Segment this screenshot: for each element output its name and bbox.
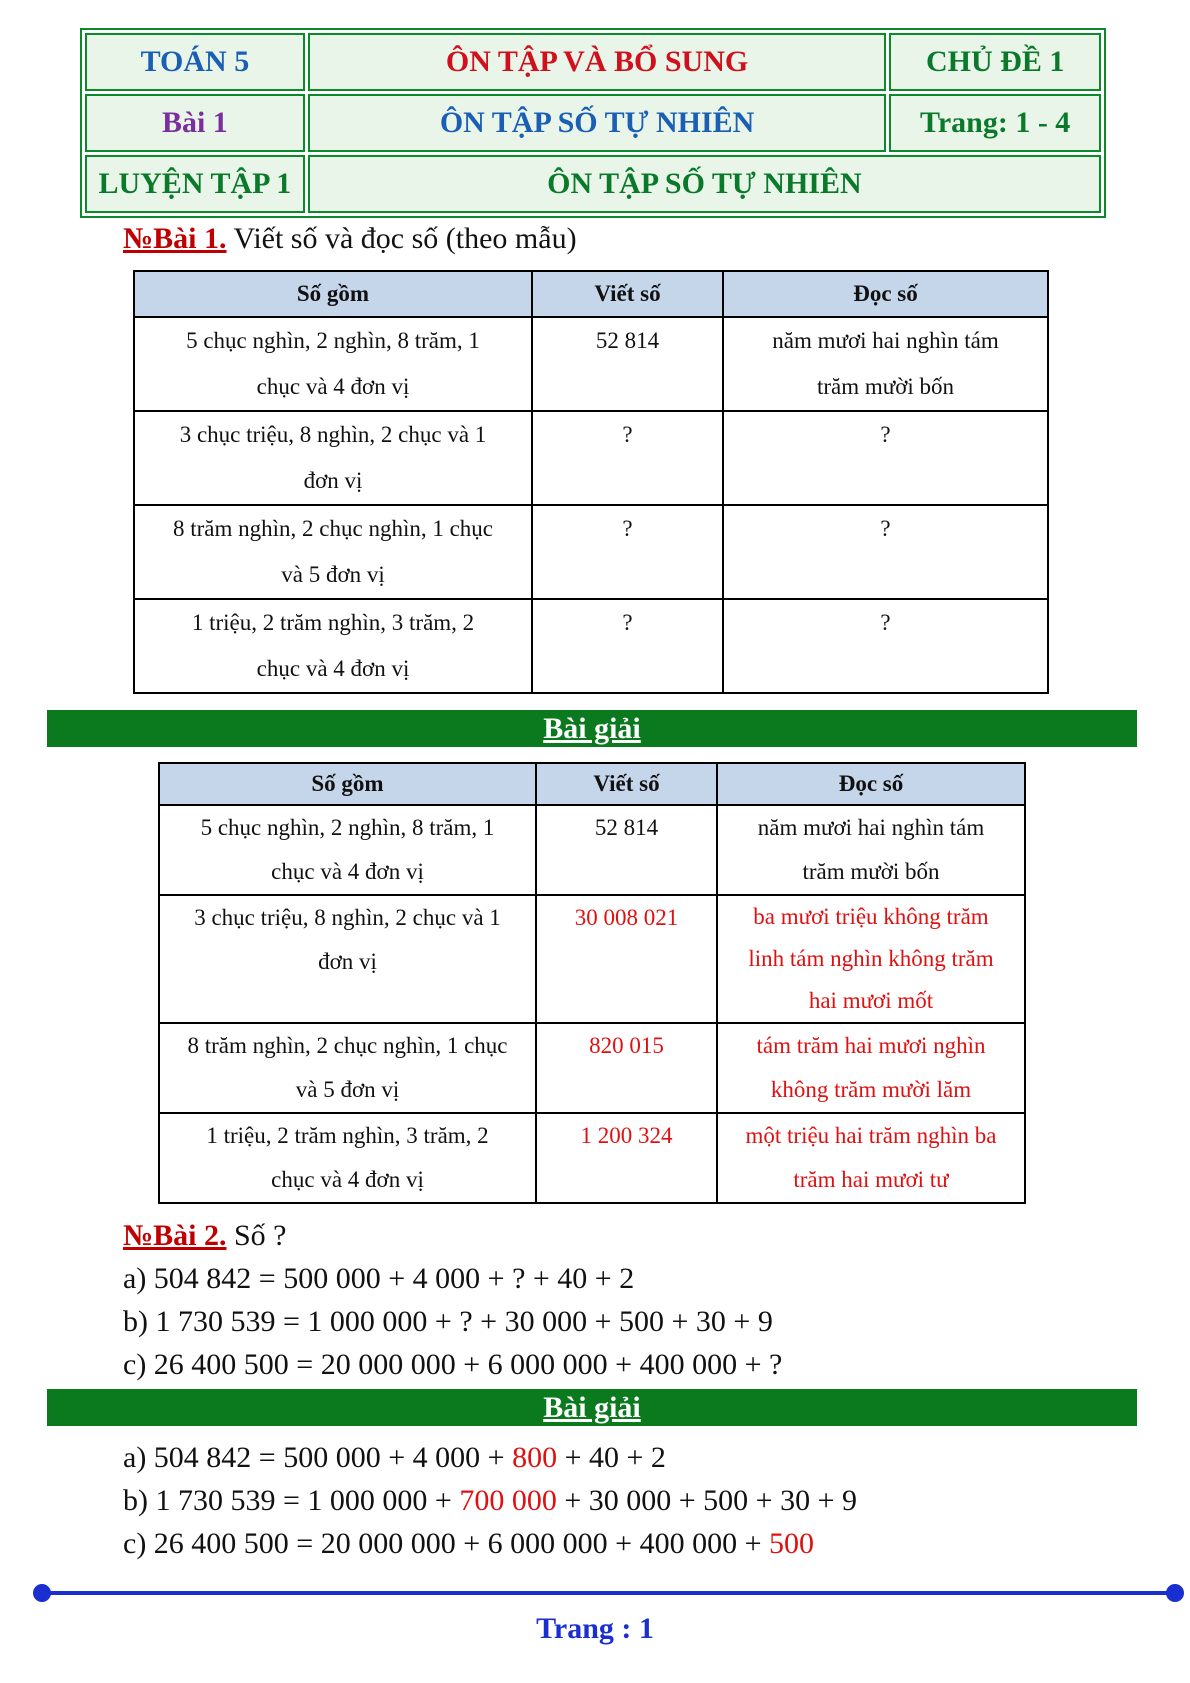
page-range-cell: Trang: 1 - 4 bbox=[889, 94, 1101, 152]
exercise-1-table bbox=[133, 270, 1049, 694]
divider-right-dot bbox=[1166, 1584, 1184, 1602]
answer-c: 500 bbox=[768, 1527, 814, 1560]
subject-cell: TOÁN 5 bbox=[85, 33, 305, 91]
exercise-2-text: Số ? bbox=[226, 1219, 287, 1252]
col-header-reading: Đọc số bbox=[717, 763, 1025, 805]
answer-b: 700 000 bbox=[459, 1484, 557, 1517]
exercise-2-title bbox=[123, 1219, 287, 1253]
exercise-2-line-a: a) 504 842 = 500 000 + 4 000 + ? + 40 + 2 bbox=[123, 1262, 635, 1295]
col-header-written: Viết số bbox=[536, 763, 717, 805]
table-row: 8 trăm nghìn, 2 chục nghìn, 1 chục và 5 đơn vị ? ? bbox=[134, 505, 1048, 599]
solution-banner-2: Bài giải bbox=[47, 1389, 1137, 1426]
divider-left-dot bbox=[33, 1584, 51, 1602]
exercise-1-title bbox=[123, 222, 577, 256]
exercise-2-label: №Bài 2. bbox=[123, 1219, 227, 1252]
solution-1-table bbox=[158, 762, 1026, 1204]
exercise-2-line-b: b) 1 730 539 = 1 000 000 + ? + 30 000 + 500 + 30 + 9 bbox=[123, 1305, 773, 1338]
practice-title-cell: ÔN TẬP SỐ TỰ NHIÊN bbox=[308, 155, 1101, 213]
col-header-written: Viết số bbox=[532, 271, 723, 317]
solution-2-line-b: b) 1 730 539 = 1 000 000 + 700 000 + 30 000 + 500 + 30 + 9 bbox=[123, 1484, 858, 1517]
col-header-composition: Số gồm bbox=[159, 763, 536, 805]
exercise-2-line-c: c) 26 400 500 = 20 000 000 + 6 000 000 + 400 000 + ? bbox=[123, 1348, 783, 1381]
lesson-header bbox=[80, 28, 1106, 218]
col-header-reading: Đọc số bbox=[723, 271, 1048, 317]
table-row: 1 triệu, 2 trăm nghìn, 3 trăm, 2 chục và 4 đơn vị 1 200 324 một triệu hai trăm nghìn ba trăm hai mươi tư bbox=[159, 1113, 1025, 1203]
answer-a: 800 bbox=[512, 1441, 558, 1474]
lesson-number-cell: Bài 1 bbox=[85, 94, 305, 152]
solution-banner-1: Bài giải bbox=[47, 710, 1137, 747]
lesson-title-cell: ÔN TẬP SỐ TỰ NHIÊN bbox=[308, 94, 887, 152]
table-row: 5 chục nghìn, 2 nghìn, 8 trăm, 1 chục và 4 đơn vị 52 814 năm mươi hai nghìn tám trăm mười bốn bbox=[159, 805, 1025, 895]
unit-title-cell: ÔN TẬP VÀ BỔ SUNG bbox=[308, 33, 887, 91]
footer-divider bbox=[40, 1591, 1175, 1595]
solution-2-line-a: a) 504 842 = 500 000 + 4 000 + 800 + 40 + 2 bbox=[123, 1441, 666, 1474]
topic-cell: CHỦ ĐỀ 1 bbox=[889, 33, 1101, 91]
table-row: 5 chục nghìn, 2 nghìn, 8 trăm, 1 chục và 4 đơn vị 52 814 năm mươi hai nghìn tám trăm mười bốn bbox=[134, 317, 1048, 411]
table-row: 3 chục triệu, 8 nghìn, 2 chục và 1 đơn vị ? ? bbox=[134, 411, 1048, 505]
exercise-1-label: №Bài 1. bbox=[123, 222, 227, 255]
table-row: 1 triệu, 2 trăm nghìn, 3 trăm, 2 chục và 4 đơn vị ? ? bbox=[134, 599, 1048, 693]
exercise-1-text: Viết số và đọc số (theo mẫu) bbox=[226, 222, 577, 255]
solution-2-line-c: c) 26 400 500 = 20 000 000 + 6 000 000 + 400 000 + 500 bbox=[123, 1527, 814, 1560]
col-header-composition: Số gồm bbox=[134, 271, 532, 317]
page-number: Trang : 1 bbox=[536, 1612, 654, 1645]
practice-label-cell: LUYỆN TẬP 1 bbox=[85, 155, 305, 213]
table-row: 3 chục triệu, 8 nghìn, 2 chục và 1 đơn vị 30 008 021 ba mươi triệu không trăm linh tám nghìn không trăm hai mươi mốt bbox=[159, 895, 1025, 1023]
table-row: 8 trăm nghìn, 2 chục nghìn, 1 chục và 5 đơn vị 820 015 tám trăm hai mươi nghìn không trăm mười lăm bbox=[159, 1023, 1025, 1113]
